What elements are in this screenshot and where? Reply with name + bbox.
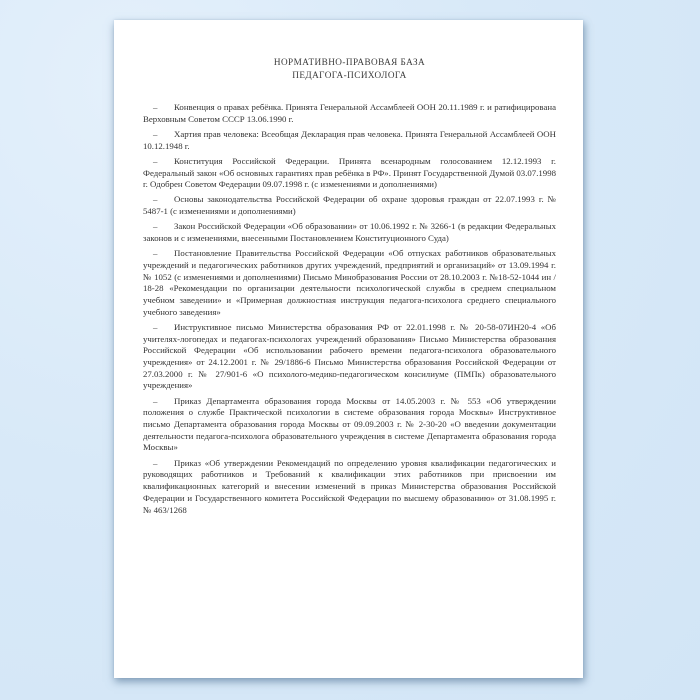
list-item — [143, 396, 556, 455]
list-item-text: Хартия прав человека: Всеобщая Декларация прав человека. Принята Генеральной Ассамблеей ООН 10.12.1948 г. — [143, 128, 556, 151]
list-item — [143, 322, 556, 392]
list-item-dash: – — [153, 221, 158, 232]
list-item-dash: – — [153, 457, 158, 468]
list-item — [143, 458, 556, 517]
list-item-dash: – — [153, 248, 158, 259]
page-title — [143, 56, 556, 82]
list-item-dash: – — [153, 395, 158, 406]
list-item-text: Приказ «Об утверждении Рекомендаций по определению уровня квалификации педагогических и руководящих работников и Требований к квалификации этих работников при присвоении им квалификационных категорий и внесении изменений в приказ Министерства образования Российской Федерации и Государственного комитета Российской Федерации по высшему образованию» от 31.08.1995 г. № 463/1268 — [143, 457, 556, 515]
list-item — [143, 156, 556, 191]
list-item-dash: – — [153, 194, 158, 205]
list-item — [143, 248, 556, 318]
list-item — [143, 102, 556, 125]
document-page — [114, 20, 583, 678]
list-item — [143, 194, 556, 217]
list-item-dash: – — [153, 321, 158, 332]
list-item — [143, 221, 556, 244]
list-item-text: Конституция Российской Федерации. Принята всенародным голосованием 12.12.1993 г. Федеральный закон «Об основных гарантиях прав ребёнка в РФ». Принят Государственной Думой 03.07.1998 г. Одобрен Советом Федерации 09.07.1998 г. (с изменениями и дополнениями) — [143, 155, 556, 190]
legal-documents-list — [143, 102, 556, 516]
list-item-text: Инструктивное письмо Министерства образования РФ от 22.01.1998 г. № 20-58-07ИН20-4 «Об учителях-логопедах и педагогах-психологах учреждений образования» Письмо Министерства образования Российской Федерации «Об использовании рабочего времени педагога-психолога образовательного учреждения» от 24.12.2001 г. № 29/1886-6 Письмо Министерства образования Российской Федерации от 27.03.2000 г. № 27/901-6 «О психолого-медико-педагогическом консилиуме (ПМПк) образовательного учреждения» — [143, 321, 556, 391]
list-item-dash: – — [153, 128, 158, 139]
page-title-line-1: НОРМАТИВНО-ПРАВОВАЯ БАЗА — [273, 57, 426, 67]
page-title-line-2: ПЕДАГОГА-ПСИХОЛОГА — [292, 70, 407, 80]
list-item — [143, 129, 556, 152]
list-item-dash: – — [153, 102, 158, 112]
list-item-dash: – — [153, 155, 158, 166]
list-item-text: Закон Российской Федерации «Об образовании» от 10.06.1992 г. № 3266-1 (в редакции Федеральных законов и с изменениями, внесенными Постановлением Конституционного Суда) — [143, 221, 556, 244]
list-item-text: Основы законодательства Российской Федерации об охране здоровья граждан от 22.07.1993 г. № 5487-1 (с изменениями и дополнениями) — [143, 194, 556, 217]
list-item-text: Постановление Правительства Российской Федерации «Об отпусках работников образовательных учреждений и педагогических работников других учреждений, предприятий и организаций» от 13.09.1994 г. № 1052 (с изменениями и дополнениями) Письмо Минобразования России от 28.10.2003 г. №18-52-1044 ин / 18-28 «Рекомендации по организации деятельности психологической службы в среднем специальном учебном заведении» и «Примерная должностная инструкция педагога-психолога среднего специального учебного заведения» — [143, 248, 556, 317]
document-content — [143, 56, 556, 516]
list-item-text: Приказ Департамента образования города Москвы от 14.05.2003 г. № 553 «Об утверждении положения о службе Практической психологии в системе образования города Москвы» Инструктивное письмо Департамента образования города Москвы от 09.09.2003 г. № 2-30-20 «О введении документации деятельности педагога-психолога образовательного учреждения в системе Департамента образования города Москвы» — [143, 395, 556, 453]
list-item-text: Конвенция о правах ребёнка. Принята Генеральной Ассамблеей ООН 20.11.1989 г. и ратифицирована Верховным Советом СССР 13.06.1990 г. — [143, 102, 556, 124]
